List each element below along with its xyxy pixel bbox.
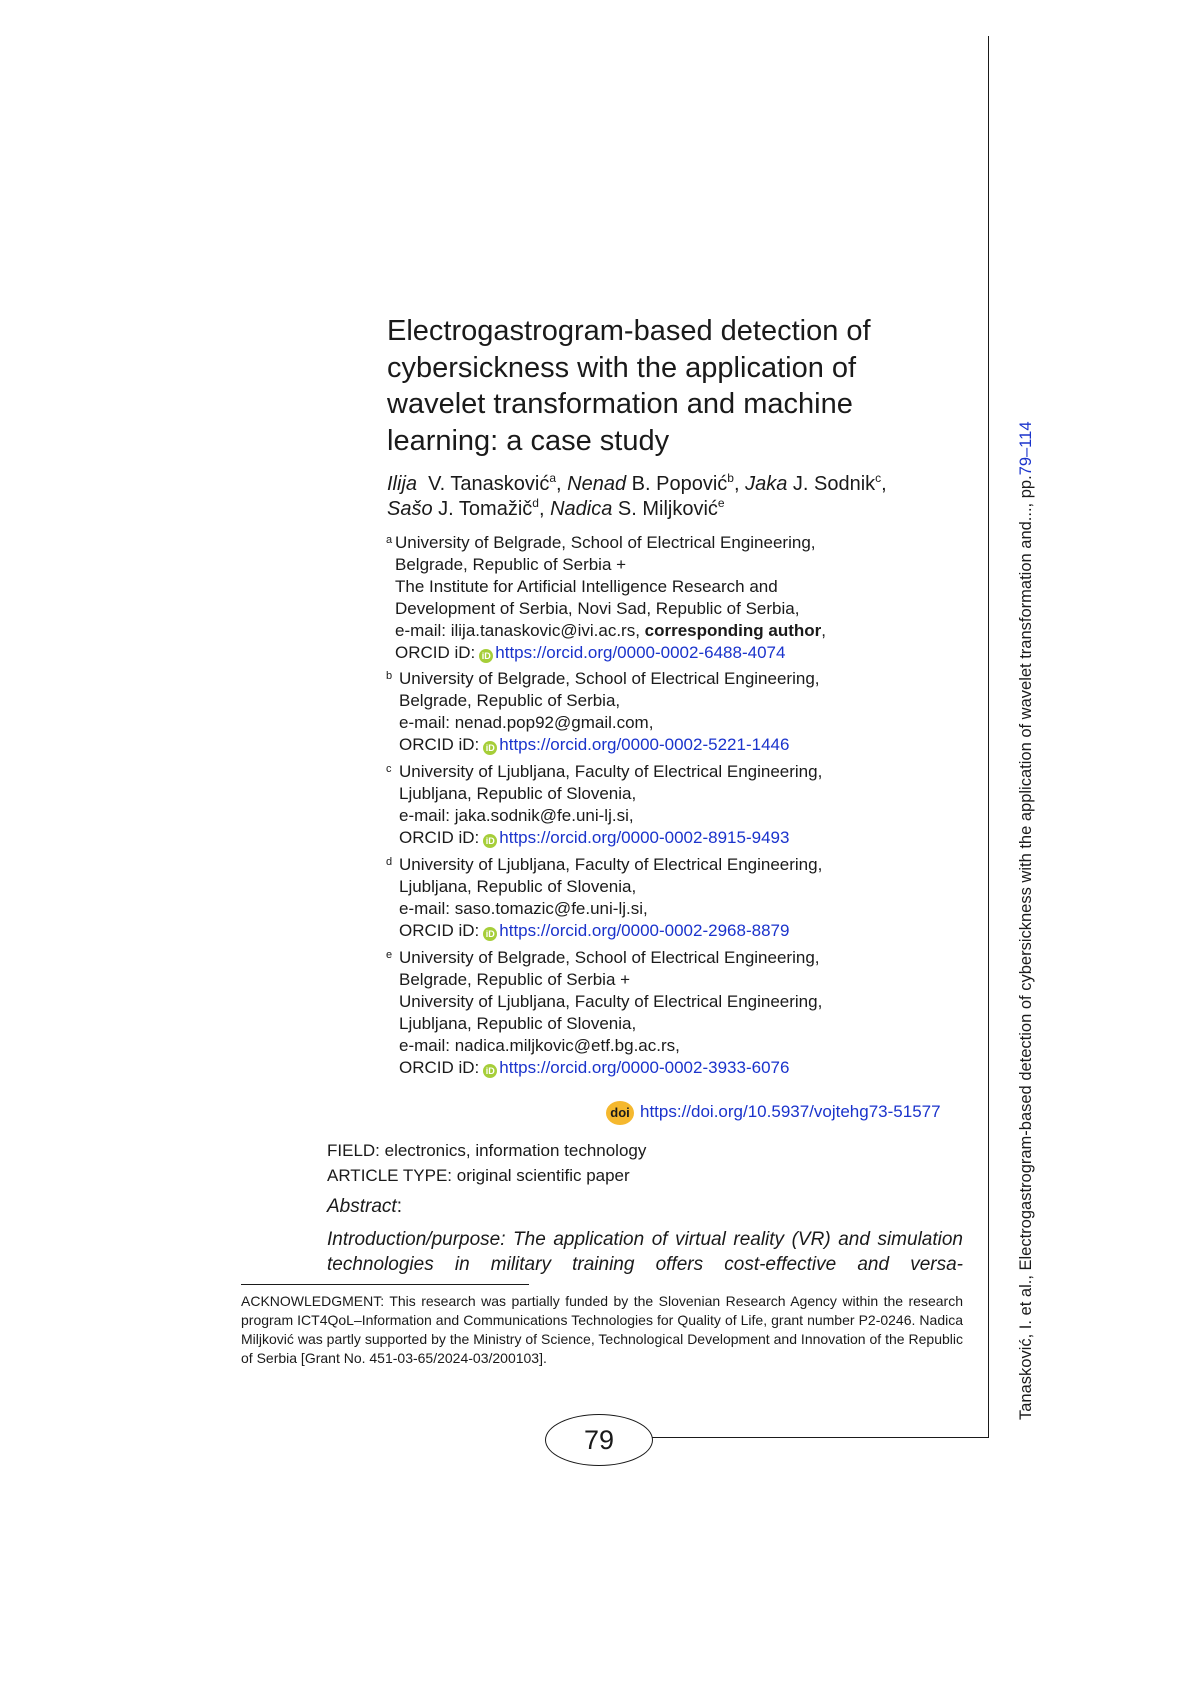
page-range-link[interactable]: 79–114 [1017, 421, 1035, 476]
orcid-line: ORCID iD: iD https://orcid.org/0000-0002-8915-9493 [399, 828, 790, 847]
author: Ilija V. Tanasković$^a$ [387, 471, 557, 495]
field-line: FIELD: electronics, information technology [327, 1141, 647, 1160]
affiliation-mark: e [386, 949, 393, 961]
page-number: 79 [545, 1414, 653, 1466]
author: Nenad B. Popović$^b$ [567, 471, 734, 495]
affiliation-mark: b [386, 670, 393, 682]
email-line: e-mail: saso.tomazic@fe.uni-lj.si, [399, 899, 648, 918]
orcid-icon: iD [483, 927, 497, 941]
orcid-link[interactable]: https://orcid.org/0000-0002-2968-8879 [499, 921, 790, 940]
affiliation-a: a University of Belgrade, School of Electrical Engineering, Belgrade, Republic of Serbia + The Institute for Artificial Intelligence Research and Development of Serbia, Novi Sad, Republic of Serbia, e-mail: ilija.tanaskovic@ivi.ac.rs, corresponding author, ORCID iD: iD https://orcid.org/0000-0002-6488-4074 [386, 532, 826, 664]
margin-rule [988, 36, 989, 1438]
orcid-line: ORCID iD: iD https://orcid.org/0000-0002-3933-6076 [399, 1058, 790, 1077]
affiliation-b: b University of Belgrade, School of Electrical Engineering, Belgrade, Republic of Serbia, e-mail: nenad.pop92@gmail.com, ORCID iD: iD https://orcid.org/0000-0002-5221-1446 [386, 668, 820, 756]
affiliation-mark: d [386, 856, 393, 868]
author-list: Ilija V. Tanasković$^a$, Nenad B. Popović$^b$, Jaka J. Sodnik$^c$, Sašo J. Tomažič$^d$, Nadica S. Miljković$^e$ [387, 471, 887, 520]
affiliation-d: d University of Ljubljana, Faculty of Electrical Engineering, Ljubljana, Republic of Slovenia, e-mail: saso.tomazic@fe.uni-lj.si, ORCID iD: iD https://orcid.org/0000-0002-2968-8879 [386, 854, 822, 942]
corresponding-author-label: corresponding author [644, 621, 822, 640]
orcid-icon: iD [483, 741, 497, 755]
orcid-icon: iD [483, 1064, 497, 1078]
doi-row [606, 1100, 941, 1125]
orcid-link[interactable]: https://orcid.org/0000-0002-8915-9493 [499, 828, 790, 847]
abstract-body: Introduction/purpose: The application of virtual reality (VR) and simulation technologies in military training offers cost-effective and versa- [327, 1229, 963, 1275]
acknowledgment-footnote: ACKNOWLEDGMENT: This research was partially funded by the Slovenian Research Agency within the research program ICT4QoL–Information and Communications Technologies for Quality of Life, grant number P2-0246. Nadica Miljković was partly supported by the Ministry of Science, Technological Development and Innovation of the Republic of Serbia [Grant No. 451-03-65/2024-03/200103]. [241, 1293, 963, 1366]
orcid-line: ORCID iD: iD https://orcid.org/0000-0002-2968-8879 [399, 921, 790, 940]
affiliation-c: c University of Ljubljana, Faculty of Electrical Engineering, Ljubljana, Republic of Slovenia, e-mail: jaka.sodnik@fe.uni-lj.si, ORCID iD: iD https://orcid.org/0000-0002-8915-9493 [386, 761, 822, 849]
orcid-link[interactable]: https://orcid.org/0000-0002-5221-1446 [499, 735, 790, 754]
running-head: Tanasković, I. et al., Electrogastrogram-based detection of cybersickness with the application of wavelet transformation and..., pp.79–114 [1017, 421, 1035, 1420]
page-number-rule [652, 1437, 989, 1438]
author: Nadica S. Miljković$^e$ [550, 496, 725, 520]
orcid-link[interactable]: https://orcid.org/0000-0002-6488-4074 [495, 643, 786, 662]
doi-link[interactable]: https://doi.org/10.5937/vojtehg73-51577 [640, 1102, 941, 1121]
email-line: e-mail: nenad.pop92@gmail.com, [399, 713, 654, 732]
affiliation-mark: a [386, 534, 393, 546]
orcid-icon: iD [479, 649, 493, 663]
orcid-link[interactable]: https://orcid.org/0000-0002-3933-6076 [499, 1058, 790, 1077]
abstract-heading: Abstract: [327, 1196, 402, 1217]
orcid-icon: iD [483, 834, 497, 848]
email-line: e-mail: nadica.miljkovic@etf.bg.ac.rs, [399, 1036, 680, 1055]
author: Jaka J. Sodnik$^c$ [745, 471, 882, 495]
paper-title: Electrogastrogram-based detection of cybersickness with the application of wavelet transformation and machine learning: a case study [387, 315, 871, 457]
email-line: e-mail: jaka.sodnik@fe.uni-lj.si, [399, 806, 634, 825]
orcid-line: ORCID iD: iD https://orcid.org/0000-0002-6488-4074 [395, 643, 786, 662]
email-line: e-mail: ilija.tanaskovic@ivi.ac.rs, corresponding author, [395, 621, 827, 640]
footnote-divider [241, 1284, 529, 1285]
affiliation-e: e University of Belgrade, School of Electrical Engineering, Belgrade, Republic of Serbia + University of Ljubljana, Faculty of Electrical Engineering, Ljubljana, Republic of Slovenia, e-mail: nadica.miljkovic@etf.bg.ac.rs, ORCID iD: iD https://orcid.org/0000-0002-3933-6076 [386, 947, 822, 1079]
article-type-line: ARTICLE TYPE: original scientific paper [327, 1166, 630, 1185]
doi-icon: doi [606, 1101, 634, 1125]
author: Sašo J. Tomažič$^d$ [387, 496, 539, 520]
orcid-line: ORCID iD: iD https://orcid.org/0000-0002-5221-1446 [399, 735, 790, 754]
affiliation-mark: c [386, 763, 392, 775]
